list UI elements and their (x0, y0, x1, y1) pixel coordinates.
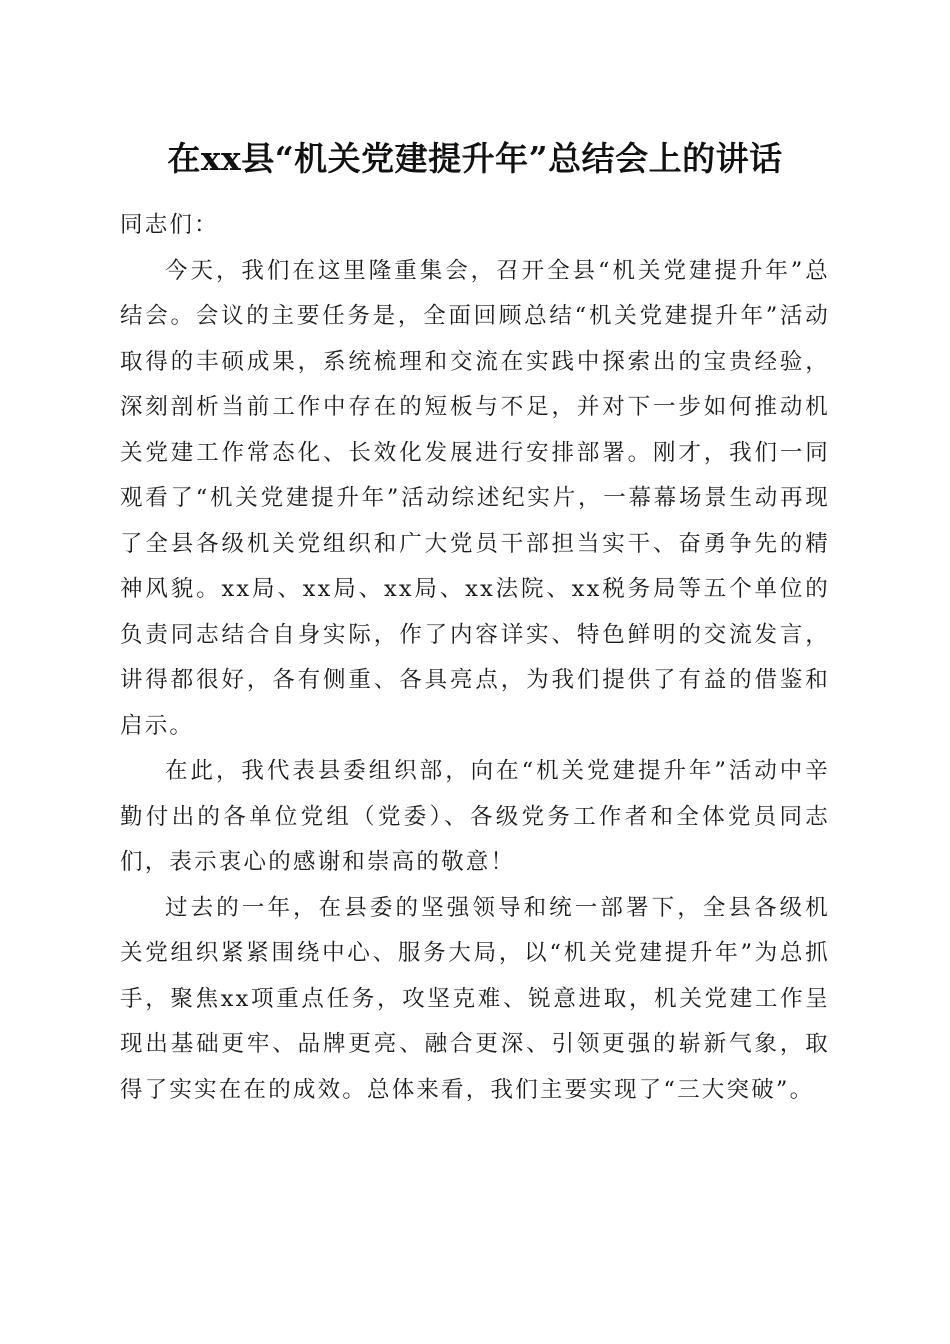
paragraph-opening: 今天，我们在这里隆重集会，召开全县“机关党建提升年”总结会。会议的主要任务是，全面回顾总结“机关党建提升年”活动取得的丰硕成果，系统梳理和交流在实践中探索出的宝贵经验，深刻剖析当前工作中存在的短板与不足，并对下一步如何推动机关党建工作常态化、长效化发展进行安排部署。刚才，我们一同观看了“机关党建提升年”活动综述纪实片，一幕幕场景生动再现了全县各级机关党组织和广大党员干部担当实干、奋勇争先的精神风貌。xx局、xx局、xx局、xx法院、xx税务局等五个单位的负责同志结合自身实际，作了内容详实、特色鲜明的交流发言，讲得都很好，各有侧重、各具亮点，为我们提供了有益的借鉴和启示。 (120, 257, 830, 739)
paragraph-thanks: 在此，我代表县委组织部，向在“机关党建提升年”活动中辛勤付出的各单位党组（党委）、各级党务工作者和全体党员同志们，表示衷心的感谢和崇高的敬意！ (120, 758, 830, 875)
document-title: 在xx县“机关党建提升年”总结会上的讲话 (167, 139, 783, 178)
document-body (120, 203, 830, 1113)
salutation: 同志们： (120, 212, 219, 238)
paragraph-review: 过去的一年，在县委的坚强领导和统一部署下，全县各级机关党组织紧紧围绕中心、服务大局，以“机关党建提升年”为总抓手，聚焦xx项重点任务，攻坚克难、锐意进取，机关党建工作呈现出基础更牢、品牌更亮、融合更深、引领更强的崭新气象，取得了实实在在的成效。总体来看，我们主要实现了“三大突破”。 (120, 894, 830, 1103)
